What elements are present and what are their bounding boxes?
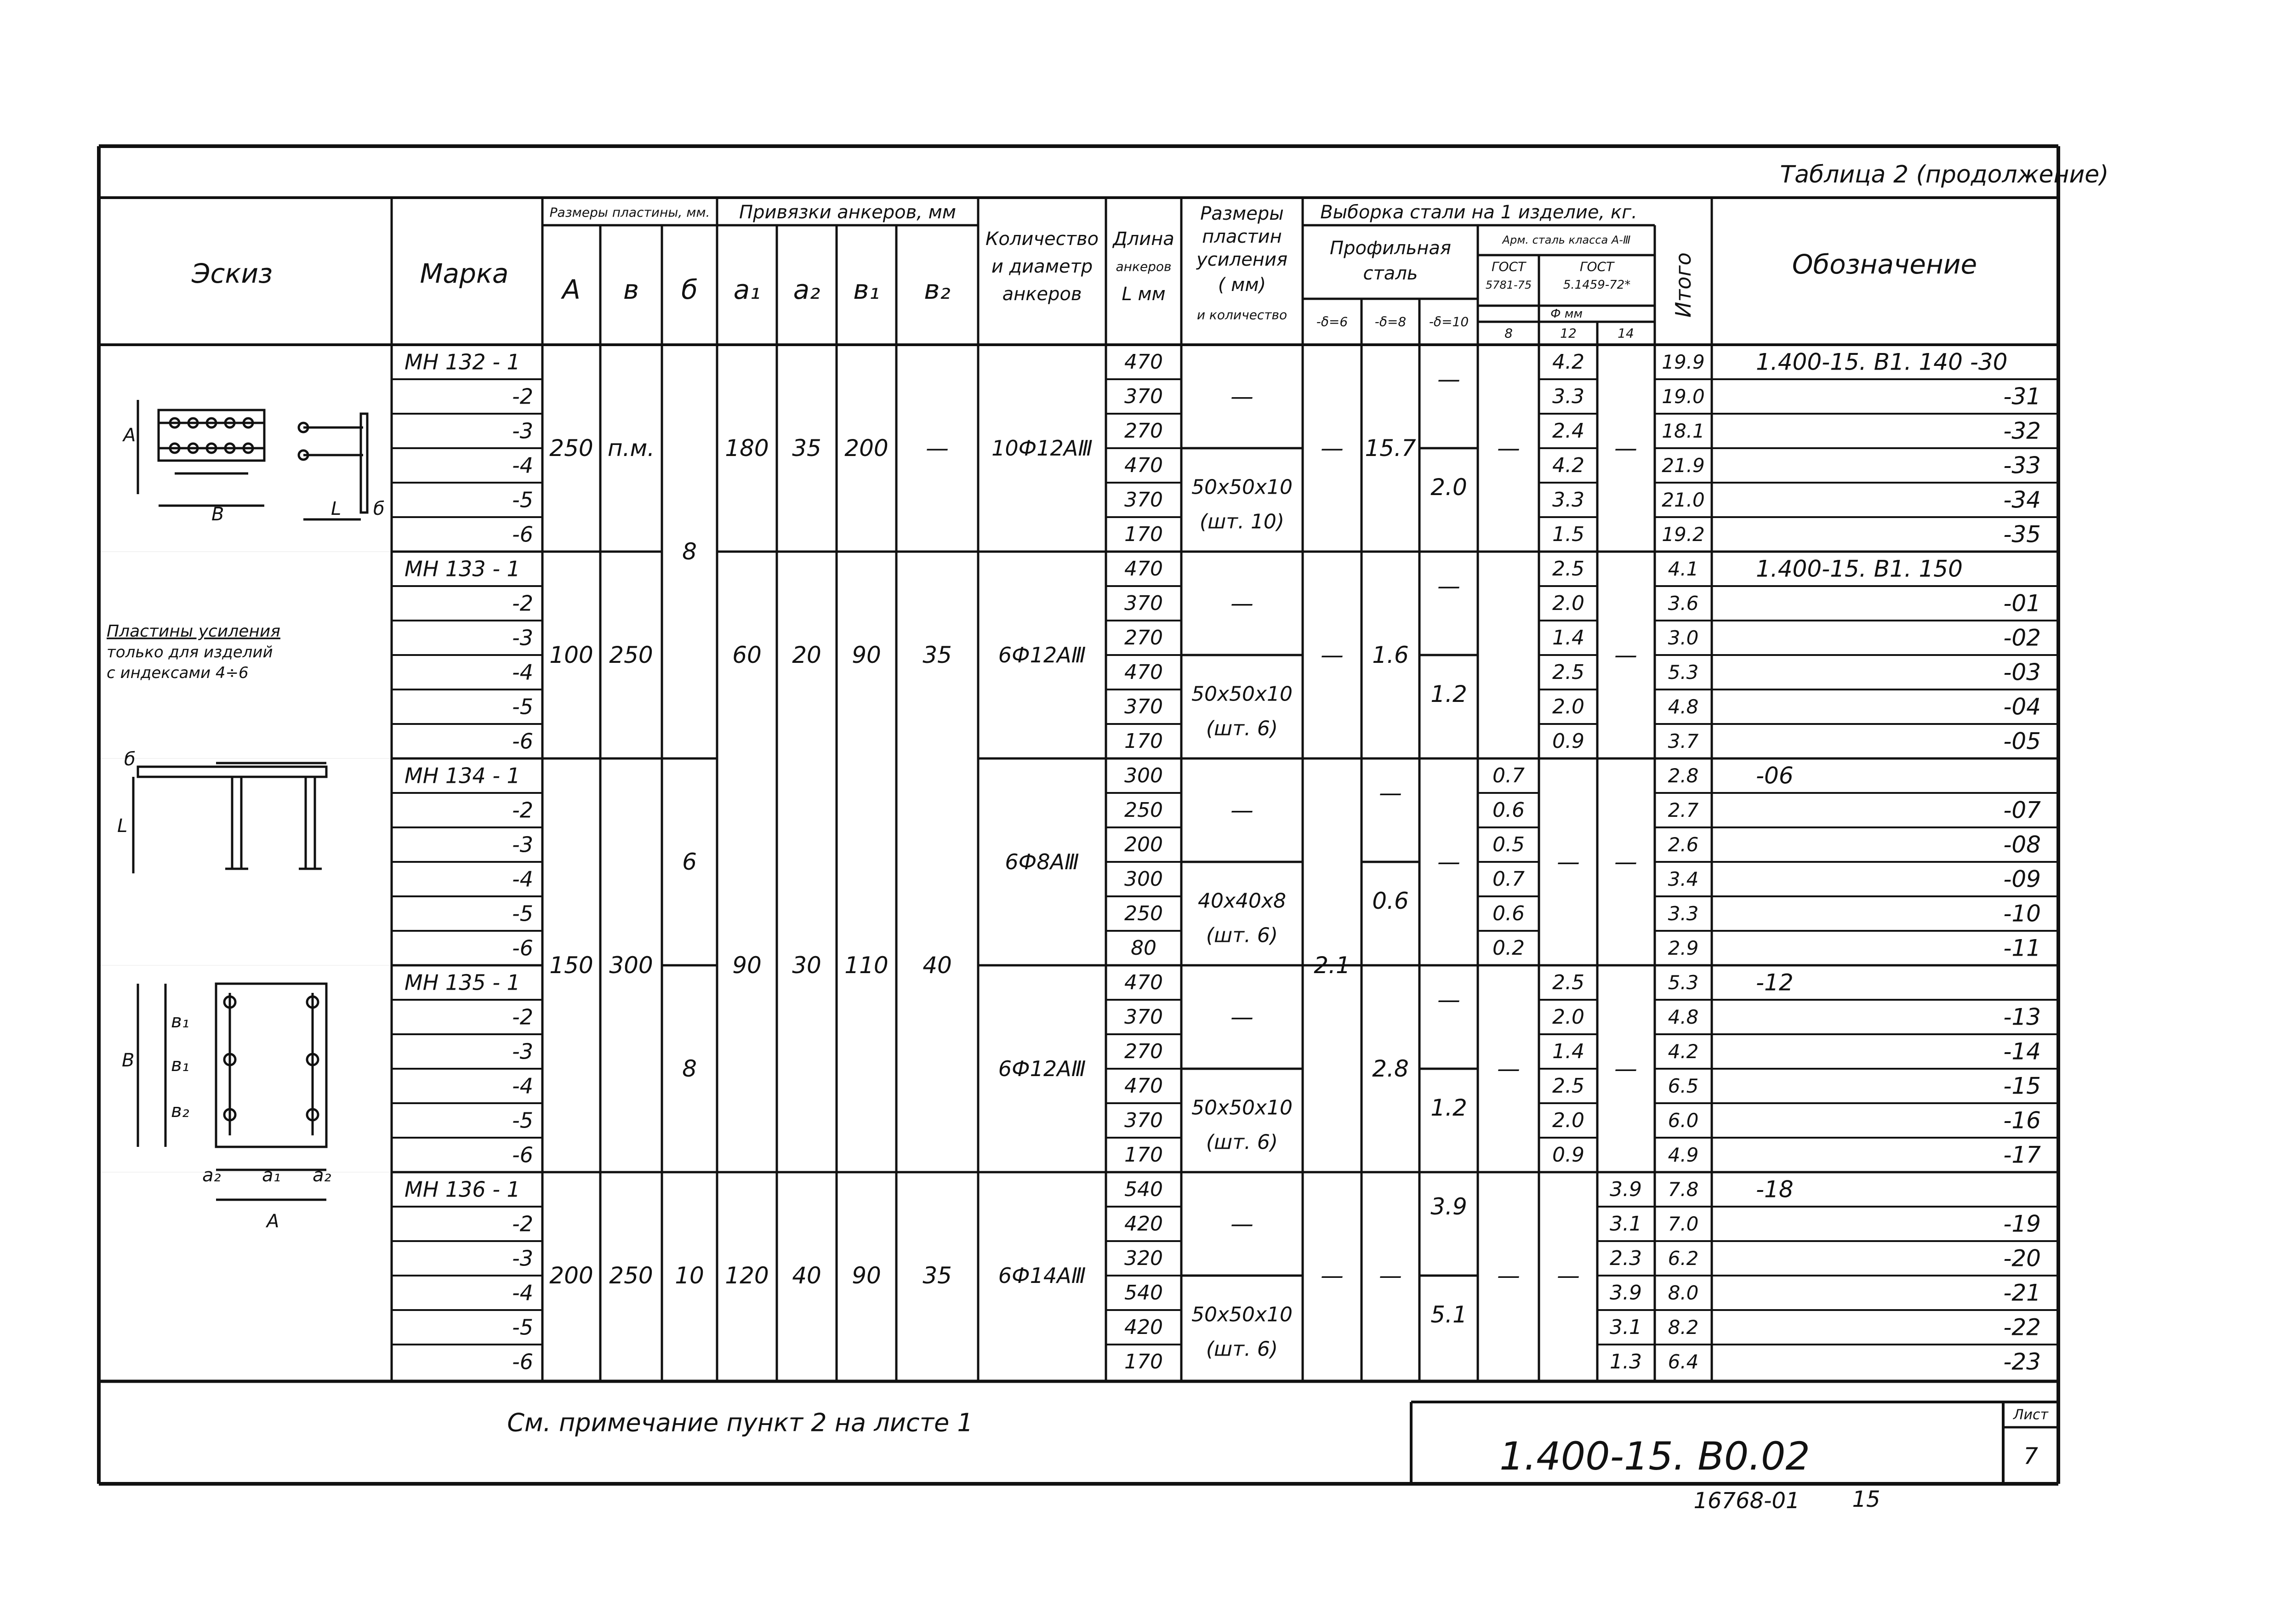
- designation-cell: -18: [1756, 1176, 1794, 1203]
- header-gost1-2: 5781-75: [1485, 279, 1532, 291]
- rebar12-cell: 2.4: [1552, 419, 1584, 443]
- anchors-cell: 10Ф12АⅢ: [991, 436, 1093, 461]
- header-a2: a₂: [793, 274, 820, 305]
- anchors-cell: 6Ф12АⅢ: [998, 643, 1086, 667]
- archive-number: 16768-01: [1693, 1488, 1800, 1514]
- length-cell: 250: [1124, 902, 1163, 925]
- plate-A-cell: 100: [549, 642, 593, 668]
- total-cell: 2.7: [1668, 799, 1699, 821]
- archive-page: 15: [1852, 1487, 1880, 1512]
- total-cell: 8.2: [1668, 1316, 1699, 1339]
- total-cell: 5.3: [1668, 661, 1699, 684]
- total-cell: 2.8: [1668, 764, 1699, 787]
- header-profile-1: Профильная: [1329, 238, 1452, 259]
- footer-note: См. примечание пункт 2 на листе 1: [507, 1408, 973, 1437]
- mark-cell: -3: [512, 832, 533, 857]
- sketch2-label-delta: б: [124, 749, 136, 770]
- sketch1-label-L: L: [331, 498, 342, 519]
- reinf-count-cell: (шт. 6): [1206, 717, 1278, 741]
- sketch3-label-B: В: [122, 1050, 135, 1071]
- sketch3-label-b1b: в₁: [171, 1054, 189, 1076]
- a1-cell: 60: [732, 642, 762, 668]
- length-cell: 250: [1124, 798, 1163, 822]
- plate-B-shared: 300: [609, 952, 653, 979]
- steel-d10: —: [1437, 573, 1460, 599]
- steel-d8: 2.8: [1372, 1055, 1409, 1082]
- total-cell: 6.2: [1668, 1247, 1699, 1270]
- delta-shared: 8: [682, 538, 697, 565]
- steel-r14: —: [1614, 435, 1637, 462]
- rebar12-cell: 4.2: [1552, 350, 1584, 374]
- sketch3-label-a2: a₂: [202, 1165, 221, 1186]
- sheet-label: Лист: [2013, 1407, 2049, 1423]
- header-d8: -δ=8: [1374, 314, 1407, 330]
- header-reinf-1: Размеры: [1200, 203, 1284, 224]
- header-sketch: Эскиз: [192, 258, 273, 289]
- mark-cell: -4: [512, 1073, 533, 1099]
- total-cell: 2.6: [1668, 833, 1699, 856]
- steel-d10: 5.1: [1430, 1301, 1467, 1328]
- steel-d8: —: [1379, 780, 1402, 806]
- steel-d10: —: [1437, 366, 1460, 393]
- header-a1: a₁: [733, 274, 761, 305]
- designation-cell: -14: [2003, 1038, 2041, 1065]
- header-profile-2: сталь: [1363, 263, 1418, 284]
- sketch3-label-b1: в₁: [171, 1011, 189, 1032]
- rebar8-cell: 0.7: [1492, 764, 1525, 787]
- designation-cell: -11: [2003, 935, 2041, 962]
- designation-cell: -09: [2003, 866, 2041, 893]
- rebar8-cell: 0.6: [1492, 798, 1525, 822]
- table-caption: Таблица 2 (продолжение): [1780, 161, 2109, 188]
- b1-cell: 90: [852, 642, 881, 668]
- rebar12-cell: 4.2: [1552, 454, 1584, 477]
- length-cell: 540: [1124, 1281, 1163, 1305]
- header-anchors-1: Количество: [985, 228, 1099, 250]
- length-cell: 320: [1124, 1247, 1163, 1270]
- sketch2-label-L: L: [117, 815, 128, 837]
- steel-d10: —: [1437, 986, 1460, 1013]
- mark-cell: МН 134 - 1: [404, 763, 520, 788]
- plate-A-cell: 200: [549, 1262, 593, 1289]
- total-cell: 6.5: [1668, 1075, 1699, 1097]
- length-cell: 270: [1124, 1040, 1163, 1063]
- steel-r14: —: [1614, 642, 1637, 668]
- length-cell: 470: [1124, 557, 1163, 581]
- mark-cell: -3: [512, 418, 533, 444]
- b2-cell: —: [926, 435, 949, 462]
- mark-cell: -5: [512, 487, 533, 513]
- plate-plan-sketch: [122, 400, 264, 525]
- a2-cell: 40: [792, 1262, 821, 1289]
- length-cell: 370: [1124, 592, 1163, 615]
- b1-shared: 110: [844, 952, 889, 979]
- note-line1: Пластины усиления: [107, 622, 280, 641]
- length-cell: 470: [1124, 350, 1163, 374]
- mark-cell: -2: [512, 1211, 533, 1237]
- mark-cell: -4: [512, 660, 533, 685]
- reinf-count-cell: (шт. 6): [1206, 923, 1278, 947]
- sketch1-label-B: В: [211, 504, 224, 525]
- reinf-count-cell: (шт. 10): [1199, 510, 1285, 534]
- length-cell: 270: [1124, 626, 1163, 650]
- steel-r12: —: [1557, 1262, 1580, 1289]
- plate-A-cell: 250: [549, 435, 593, 462]
- designation-cell: -32: [2003, 417, 2041, 444]
- a2-cell: 35: [792, 435, 821, 462]
- steel-d6: 2.1: [1314, 952, 1350, 979]
- length-cell: 370: [1124, 1005, 1163, 1029]
- total-cell: 8.0: [1668, 1282, 1699, 1304]
- header-anchor-bindings: Привязки анкеров, мм: [739, 202, 956, 223]
- total-cell: 5.3: [1668, 971, 1699, 994]
- reinf-count-cell: (шт. 6): [1206, 1337, 1278, 1361]
- designation-cell: -12: [1756, 969, 1794, 996]
- header-length-3: L мм: [1122, 284, 1166, 305]
- header-B: в: [623, 274, 639, 305]
- header-length-2: анкеров: [1116, 259, 1172, 274]
- total-cell: 19.9: [1662, 351, 1705, 373]
- length-cell: 300: [1124, 764, 1163, 787]
- rebar12-cell: 2.5: [1552, 661, 1584, 684]
- rebar14-cell: 3.1: [1610, 1316, 1642, 1339]
- total-cell: 4.9: [1668, 1144, 1699, 1166]
- length-cell: 470: [1124, 1074, 1163, 1098]
- length-cell: 370: [1124, 385, 1163, 408]
- mark-cell: -4: [512, 866, 533, 892]
- steel-d10: 1.2: [1430, 1094, 1467, 1121]
- rebar12-cell: 1.5: [1552, 523, 1584, 546]
- doc-number: 1.400-15. В0.02: [1499, 1434, 1810, 1479]
- rebar8-cell: 0.5: [1492, 833, 1525, 856]
- designation-cell: -31: [2003, 383, 2041, 410]
- rebar12-cell: 2.0: [1552, 695, 1584, 718]
- header-d10: -δ=10: [1429, 314, 1469, 330]
- sheet-number: 7: [2023, 1443, 2038, 1470]
- mark-cell: МН 136 - 1: [404, 1177, 520, 1202]
- length-cell: 170: [1124, 523, 1163, 546]
- designation-cell: -35: [2003, 521, 2041, 548]
- b2-cell: 35: [923, 1262, 952, 1289]
- designation-cell: -21: [2003, 1279, 2041, 1306]
- reinf-count-cell: (шт. 6): [1206, 1130, 1278, 1154]
- note-line2: только для изделий: [107, 643, 273, 661]
- anchors-cell: 6Ф12АⅢ: [998, 1056, 1086, 1081]
- header-reinf-5: и количество: [1196, 307, 1287, 323]
- column-lines: [392, 198, 1712, 1381]
- steel-r12: —: [1557, 849, 1580, 875]
- total-cell: 3.4: [1668, 868, 1699, 890]
- steel-d8: 1.6: [1372, 642, 1409, 668]
- rebar12-cell: 2.0: [1552, 592, 1584, 615]
- rebar12-cell: 2.5: [1552, 971, 1584, 994]
- note-line3: с индексами 4÷6: [107, 664, 249, 682]
- header-gost1-1: ГОСТ: [1491, 259, 1526, 274]
- sketch1-label-delta: б: [373, 498, 385, 519]
- sketch-panel: [107, 400, 385, 1232]
- steel-d8: —: [1379, 1262, 1402, 1289]
- length-cell: 300: [1124, 867, 1163, 891]
- header-reinf-4: ( мм): [1218, 274, 1266, 296]
- header-total: Итого: [1671, 252, 1696, 318]
- header-b1: в₁: [853, 274, 880, 305]
- a1-cell: 120: [725, 1262, 769, 1289]
- plate-B-cell: п.м.: [607, 435, 655, 462]
- steel-d6: —: [1321, 1262, 1344, 1289]
- length-cell: 540: [1124, 1178, 1163, 1201]
- plate-B-cell: 250: [609, 642, 653, 668]
- total-cell: 18.1: [1662, 420, 1705, 442]
- total-cell: 4.8: [1668, 695, 1699, 718]
- mark-cell: -2: [512, 1004, 533, 1030]
- mark-cell: -3: [512, 1246, 533, 1271]
- steel-d10: 2.0: [1430, 474, 1467, 501]
- header-b2: в₂: [924, 274, 951, 305]
- total-cell: 3.0: [1668, 627, 1699, 649]
- reinf-size-cell: 40х40х8: [1197, 889, 1287, 913]
- reinf-size-cell: 50х50х10: [1191, 1303, 1293, 1327]
- total-cell: 6.4: [1668, 1350, 1699, 1373]
- reinf-size-cell: 50х50х10: [1191, 475, 1293, 499]
- b1-cell: 90: [852, 1262, 881, 1289]
- header-dia12: 12: [1560, 325, 1577, 341]
- total-cell: 7.0: [1668, 1213, 1699, 1235]
- rebar8-cell: 0.2: [1492, 936, 1525, 960]
- designation-cell: -23: [2003, 1348, 2041, 1375]
- rebar12-cell: 0.9: [1552, 1143, 1584, 1167]
- reinf-none-cell: —: [1230, 383, 1253, 410]
- designation-cell: -19: [2003, 1210, 2041, 1237]
- reinf-none-cell: —: [1230, 1210, 1253, 1237]
- rebar14-cell: 3.9: [1610, 1281, 1642, 1305]
- anchors-cell: 6Ф8АⅢ: [1005, 849, 1079, 874]
- steel-d6: —: [1321, 435, 1344, 462]
- reinf-none-cell: —: [1230, 590, 1253, 617]
- header-anchors-3: анкеров: [1002, 284, 1082, 305]
- rebar12-cell: 2.5: [1552, 1074, 1584, 1098]
- reinforcement-note: [107, 622, 280, 682]
- designation-cell: -15: [2003, 1072, 2041, 1100]
- length-cell: 420: [1124, 1316, 1163, 1339]
- rebar12-cell: 1.4: [1552, 1040, 1584, 1063]
- mark-cell: -5: [512, 1108, 533, 1133]
- rebar14-cell: 1.3: [1610, 1350, 1642, 1373]
- plate-A-shared: 150: [549, 952, 593, 979]
- steel-d10: —: [1437, 849, 1460, 875]
- rebar12-cell: 0.9: [1552, 729, 1584, 753]
- table-header: [191, 161, 2109, 341]
- sketch3-label-a1: a₁: [262, 1165, 281, 1186]
- header-designation: Обозначение: [1792, 249, 1977, 280]
- mark-cell: -2: [512, 591, 533, 616]
- sketch3-label-A: А: [267, 1211, 279, 1232]
- mark-cell: МН 133 - 1: [404, 556, 520, 581]
- rebar14-cell: 3.9: [1610, 1178, 1642, 1201]
- steel-r8: —: [1497, 1055, 1520, 1082]
- length-cell: 270: [1124, 419, 1163, 443]
- header-dia8: 8: [1504, 325, 1513, 341]
- total-cell: 21.0: [1662, 489, 1705, 511]
- steel-d6: —: [1321, 642, 1344, 668]
- length-cell: 370: [1124, 1109, 1163, 1132]
- plate-B-cell: 250: [609, 1262, 653, 1289]
- designation-cell: -34: [2003, 486, 2041, 513]
- length-cell: 370: [1124, 695, 1163, 718]
- header-delta: б: [681, 274, 698, 305]
- mark-cell: -4: [512, 1280, 533, 1305]
- total-cell: 3.7: [1668, 730, 1699, 752]
- mark-cell: -5: [512, 694, 533, 719]
- total-cell: 2.9: [1668, 937, 1699, 959]
- header-anchors-2: и диаметр: [991, 256, 1093, 277]
- total-cell: 3.3: [1668, 902, 1699, 925]
- sketch3-label-b2: в₂: [171, 1100, 189, 1122]
- mark-cell: -3: [512, 1039, 533, 1064]
- mark-cell: -5: [512, 901, 533, 926]
- header-rebar-class: Арм. сталь класса А-Ⅲ: [1502, 234, 1631, 246]
- designation-cell: -07: [2003, 797, 2041, 824]
- designation-cell: -33: [2003, 452, 2041, 479]
- reinf-none-cell: —: [1230, 797, 1253, 824]
- sketch3-label-a2b: a₂: [313, 1165, 331, 1186]
- mark-cell: МН 135 - 1: [404, 970, 520, 995]
- total-cell: 19.0: [1662, 385, 1705, 408]
- total-cell: 21.9: [1662, 454, 1705, 477]
- header-A: А: [562, 274, 581, 305]
- delta-135: 8: [682, 1055, 697, 1082]
- header-reinf-3: усиления: [1196, 249, 1288, 270]
- rebar12-cell: 2.5: [1552, 557, 1584, 581]
- footer: [507, 1402, 2058, 1514]
- mark-cell: -2: [512, 384, 533, 409]
- designation-cell: -22: [2003, 1314, 2041, 1341]
- b2-cell: 35: [923, 642, 952, 668]
- header-d6: -δ=6: [1316, 314, 1348, 330]
- mark-cell: -6: [512, 1142, 533, 1168]
- delta-136: 10: [675, 1262, 704, 1289]
- rebar12-cell: 3.3: [1552, 385, 1584, 408]
- total-cell: 4.2: [1668, 1040, 1699, 1063]
- elevation-sketch: [117, 749, 326, 873]
- rebar14-cell: 2.3: [1610, 1247, 1642, 1270]
- b1-cell: 200: [844, 435, 889, 462]
- total-cell: 6.0: [1668, 1109, 1699, 1132]
- reinf-none-cell: —: [1230, 1003, 1253, 1031]
- header-plate-dims: Размеры пластины, мм.: [549, 205, 710, 220]
- mark-cell: -6: [512, 522, 533, 547]
- length-cell: 370: [1124, 488, 1163, 512]
- length-cell: 470: [1124, 661, 1163, 684]
- designation-cell: -01: [2003, 590, 2041, 617]
- total-cell: 19.2: [1662, 523, 1705, 546]
- mark-cell: МН 132 - 1: [404, 349, 520, 375]
- a2-cell: 20: [792, 642, 821, 668]
- length-cell: 80: [1131, 936, 1156, 960]
- header-length-1: Длина: [1113, 228, 1174, 250]
- mark-cell: -3: [512, 625, 533, 650]
- a1-shared: 90: [732, 952, 762, 979]
- a1-cell: 180: [725, 435, 769, 462]
- steel-r8: —: [1497, 435, 1520, 462]
- anchors-cell: 6Ф14АⅢ: [998, 1263, 1086, 1288]
- sketch1-label-A: А: [123, 425, 136, 446]
- a2-shared: 30: [792, 952, 821, 979]
- mark-cell: -4: [512, 453, 533, 478]
- designation-cell: -13: [2003, 1003, 2041, 1031]
- steel-d8: 0.6: [1372, 888, 1409, 914]
- mark-cell: -5: [512, 1315, 533, 1340]
- rebar12-cell: 2.0: [1552, 1109, 1584, 1132]
- length-cell: 170: [1124, 729, 1163, 753]
- designation-cell: -02: [2003, 624, 2041, 651]
- header-steel: Выборка стали на 1 изделие, кг.: [1320, 202, 1637, 223]
- mark-cell: -2: [512, 798, 533, 823]
- designation-cell: 1.400-15. В1. 140 -30: [1756, 348, 2008, 376]
- rebar12-cell: 1.4: [1552, 626, 1584, 650]
- length-cell: 170: [1124, 1350, 1163, 1373]
- designation-cell: -20: [2003, 1245, 2041, 1272]
- header-diam: Ф мм: [1550, 307, 1583, 321]
- designation-cell: -17: [2003, 1141, 2041, 1168]
- designation-cell: -06: [1756, 762, 1794, 789]
- total-cell: 7.8: [1668, 1178, 1699, 1201]
- header-reinf-2: пластин: [1202, 226, 1282, 247]
- steel-d10: 3.9: [1430, 1193, 1467, 1220]
- designation-cell: -05: [2003, 728, 2041, 755]
- reinf-size-cell: 50х50х10: [1191, 682, 1293, 706]
- steel-r14: —: [1614, 849, 1637, 875]
- designation-cell: -10: [2003, 900, 2041, 927]
- header-dia14: 14: [1618, 325, 1634, 341]
- steel-r8: —: [1497, 1262, 1520, 1289]
- rebar8-cell: 0.7: [1492, 867, 1525, 891]
- length-cell: 470: [1124, 454, 1163, 477]
- length-cell: 200: [1124, 833, 1163, 856]
- steel-d10: 1.2: [1430, 681, 1467, 707]
- designation-cell: -04: [2003, 693, 2041, 720]
- total-cell: 3.6: [1668, 592, 1699, 615]
- header-gost2-1: ГОСТ: [1579, 259, 1614, 274]
- mark-cell: -6: [512, 729, 533, 754]
- length-cell: 420: [1124, 1212, 1163, 1236]
- steel-d8: 15.7: [1365, 435, 1416, 462]
- designation-cell: -08: [2003, 831, 2041, 858]
- delta-134: 6: [682, 849, 697, 875]
- mark-cell: -6: [512, 1349, 533, 1374]
- rebar14-cell: 3.1: [1610, 1212, 1642, 1236]
- reinf-size-cell: 50х50х10: [1191, 1096, 1293, 1120]
- header-mark: Марка: [420, 258, 509, 289]
- rebar12-cell: 3.3: [1552, 488, 1584, 512]
- mark-cell: -6: [512, 935, 533, 961]
- plate-plan-sketch-2: [122, 984, 331, 1232]
- designation-cell: -16: [2003, 1107, 2041, 1134]
- designation-cell: 1.400-15. В1. 150: [1756, 555, 1963, 582]
- plate-side-sketch: [299, 414, 385, 519]
- total-cell: 4.1: [1668, 558, 1699, 580]
- total-cell: 4.8: [1668, 1006, 1699, 1028]
- length-cell: 170: [1124, 1143, 1163, 1167]
- rebar8-cell: 0.6: [1492, 902, 1525, 925]
- b2-shared: 40: [923, 952, 952, 979]
- steel-r14: —: [1614, 1055, 1637, 1082]
- header-gost2-2: 5.1459-72*: [1563, 278, 1631, 292]
- length-cell: 470: [1124, 971, 1163, 994]
- rebar12-cell: 2.0: [1552, 1005, 1584, 1029]
- designation-cell: -03: [2003, 659, 2041, 686]
